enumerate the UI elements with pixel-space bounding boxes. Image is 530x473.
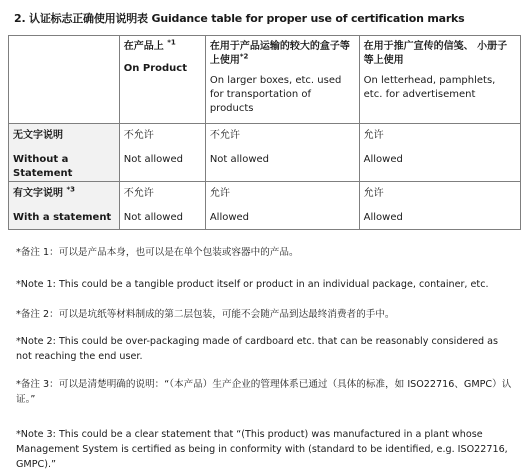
note-2-en: *Note 2: This could be over-packaging made of cardboard etc. that can be reasonably considered as not reaching the end user. [16, 336, 498, 362]
cell-zh: 不允许 [209, 130, 240, 141]
cell-zh: 不允许 [123, 130, 154, 141]
note-1-en: *Note 1: This could be a tangible product itself or product in an individual package, container, etc. [16, 279, 489, 290]
row-header-without-statement [9, 124, 120, 182]
header-empty-cell [9, 36, 120, 124]
footnote-marker: *2 [239, 52, 249, 61]
section-heading: 2. 认证标志正确使用说明表 Guidance table for proper use of certification marks [14, 12, 465, 25]
row-header-with-statement [9, 182, 120, 230]
column-header-larger-boxes [205, 36, 359, 124]
table-cell [119, 124, 205, 182]
table-cell [359, 124, 520, 182]
footnote-marker: *1 [167, 38, 176, 47]
cell-en: Not allowed [123, 212, 183, 223]
table-cell [359, 182, 520, 230]
table-cell [205, 182, 359, 230]
note-1-zh: *备注 1：可以是产品本身，也可以是在单个包装或容器中的产品。 [16, 247, 299, 258]
table-row [9, 182, 521, 230]
cell-en: Allowed [363, 154, 403, 165]
cell-zh: 允许 [363, 188, 384, 199]
column-header-zh: 在用于产品运输的较大的盒子等上使用 [209, 41, 350, 66]
note-2-zh: *备注 2：可以是坑纸等材料制成的第二层包装，可能不会随产品到达最终消费者的手中。 [16, 309, 395, 320]
row-header-en: Without a Statement [13, 154, 73, 179]
cell-en: Not allowed [123, 154, 183, 165]
table-header-row [9, 36, 521, 124]
row-header-zh: 无文字说明 [13, 130, 63, 141]
cell-zh: 允许 [209, 188, 230, 199]
table-cell [205, 124, 359, 182]
footnote-marker: *3 [66, 185, 76, 194]
column-header-en: On Product [123, 63, 187, 74]
column-header-zh: 在用于推广宣传的信笺、 小册子等上使用 [363, 41, 508, 66]
table-row [9, 124, 521, 182]
cell-zh: 允许 [363, 130, 384, 141]
row-header-zh: 有文字说明 [13, 188, 63, 199]
cell-en: Allowed [363, 212, 403, 223]
cell-en: Allowed [209, 212, 250, 223]
guidance-table [8, 35, 521, 230]
note-3-zh: *备注 3：可以是清楚明确的说明：“（本产品）生产企业的管理体系已通过（具体的标准，如 ISO22716、GMPC）认证。” [16, 379, 512, 405]
note-3-en: *Note 3: This could be a clear statement that “(This product) was manufactured in a plant whose Management System is certified as being in conformity with (standard to be identified, e.g. ISO22716, GMPC).” [16, 429, 508, 470]
cell-zh: 不允许 [123, 188, 154, 199]
table-cell [119, 182, 205, 230]
column-header-en: On larger boxes, etc. used for transportation of products [209, 75, 342, 114]
column-header-on-product [119, 36, 205, 124]
row-header-en: With a statement [13, 212, 112, 223]
column-header-letterhead [359, 36, 520, 124]
cell-en: Not allowed [209, 154, 270, 165]
column-header-en: On letterhead, pamphlets, etc. for advertisement [363, 75, 496, 100]
column-header-zh: 在产品上 [123, 41, 164, 52]
